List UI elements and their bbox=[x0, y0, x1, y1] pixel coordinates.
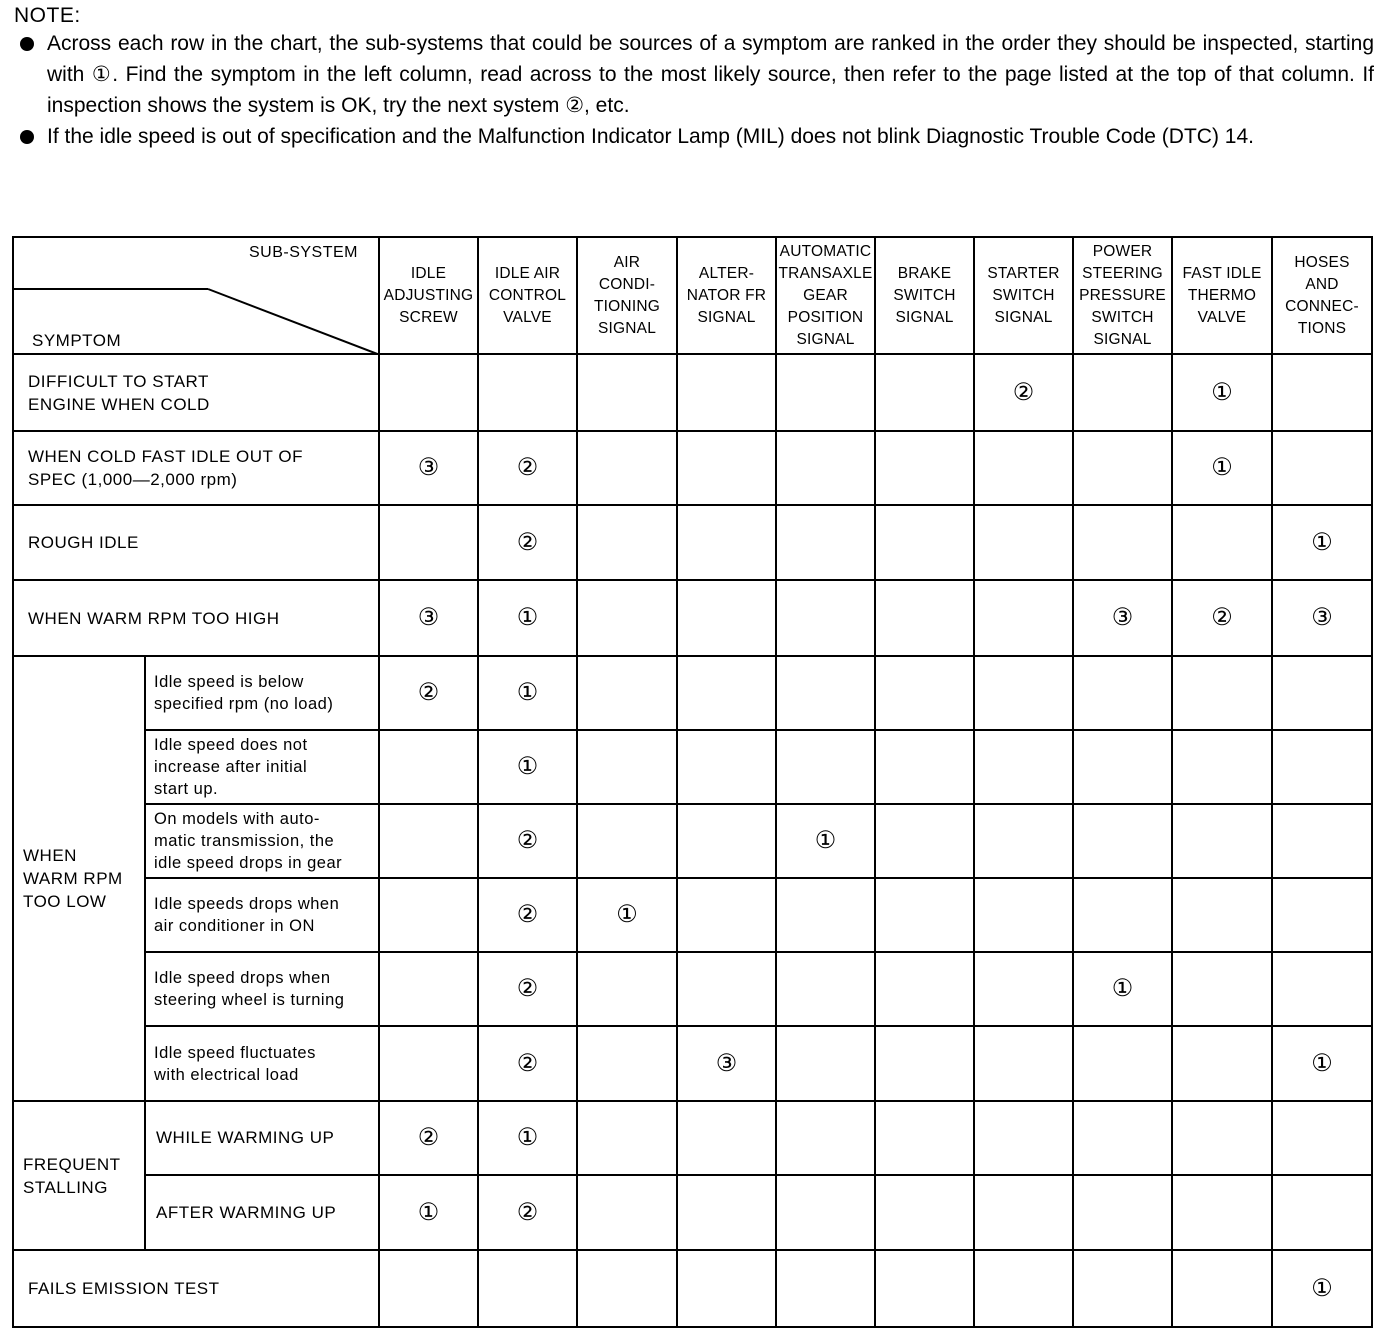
symptom-label bbox=[13, 505, 379, 580]
rank-cell-power-steering-pressure-switch-signal bbox=[1073, 431, 1172, 505]
label-line: STALLING bbox=[23, 1177, 108, 1197]
symptom-label bbox=[13, 1250, 379, 1327]
label-line: steering wheel is turning bbox=[154, 991, 345, 1009]
rank-cell-hoses-and-connections bbox=[1272, 656, 1372, 730]
rank-cell-air-conditioning-signal bbox=[577, 730, 677, 804]
rank-cell-alternator-fr-signal bbox=[677, 1250, 776, 1327]
rank-cell-hoses-and-connections bbox=[1272, 1250, 1372, 1327]
label-line: increase after initial bbox=[154, 758, 308, 776]
column-header-line: POWER bbox=[1092, 242, 1153, 260]
rank-number: ② bbox=[516, 454, 539, 481]
rank-number: ③ bbox=[417, 604, 440, 631]
label-line: WHEN bbox=[23, 846, 77, 865]
rank-cell-automatic-transaxle-gear-position-signal bbox=[776, 878, 875, 952]
table-row bbox=[13, 1101, 1372, 1175]
rank-cell-automatic-transaxle-gear-position-signal bbox=[776, 730, 875, 804]
column-header-line: SIGNAL bbox=[796, 330, 855, 348]
rank-cell-automatic-transaxle-gear-position-signal bbox=[776, 804, 875, 878]
column-header-line: CONNEC- bbox=[1285, 297, 1359, 315]
column-header-line: SIGNAL bbox=[895, 308, 954, 326]
label-line: ENGINE WHEN COLD bbox=[28, 394, 210, 414]
rank-cell-idle-adjusting-screw bbox=[379, 656, 478, 730]
rank-cell-idle-adjusting-screw bbox=[379, 1101, 478, 1175]
label-line: with electrical load bbox=[154, 1065, 299, 1084]
rank-number: ① bbox=[814, 827, 837, 854]
rank-cell-idle-air-control-valve bbox=[478, 431, 577, 505]
rank-cell-automatic-transaxle-gear-position-signal bbox=[776, 1026, 875, 1101]
rank-cell-brake-switch-signal bbox=[875, 1250, 974, 1327]
column-header-idle-air-control-valve bbox=[478, 237, 577, 354]
label-line: FAILS EMISSION TEST bbox=[28, 1279, 220, 1298]
rank-cell-air-conditioning-signal bbox=[577, 1101, 677, 1175]
rank-cell-air-conditioning-signal bbox=[577, 505, 677, 580]
rank-cell-brake-switch-signal bbox=[875, 952, 974, 1026]
label-line: start up. bbox=[154, 780, 219, 798]
rank-cell-power-steering-pressure-switch-signal bbox=[1073, 878, 1172, 952]
column-header-line: FAST IDLE bbox=[1182, 264, 1262, 282]
symptom-label bbox=[13, 354, 379, 431]
rank-number: ① bbox=[516, 753, 539, 780]
rank-cell-idle-adjusting-screw bbox=[379, 804, 478, 878]
rank-cell-starter-switch-signal bbox=[974, 878, 1073, 952]
rank-cell-hoses-and-connections bbox=[1272, 730, 1372, 804]
rank-cell-idle-air-control-valve bbox=[478, 354, 577, 431]
rank-cell-idle-air-control-valve bbox=[478, 730, 577, 804]
column-header-line: BRAKE bbox=[897, 264, 952, 282]
sub-symptom-label bbox=[145, 730, 379, 804]
column-header-line: SWITCH bbox=[992, 286, 1055, 304]
rank-cell-hoses-and-connections bbox=[1272, 354, 1372, 431]
rank-cell-air-conditioning-signal bbox=[577, 1026, 677, 1101]
rank-cell-starter-switch-signal bbox=[974, 1101, 1073, 1175]
label-line: WHEN COLD FAST IDLE OUT OF bbox=[28, 447, 303, 466]
rank-number: ② bbox=[516, 1198, 539, 1226]
label-line: AFTER WARMING UP bbox=[156, 1202, 337, 1222]
table-row bbox=[13, 730, 1372, 804]
label-line: WHILE WARMING UP bbox=[156, 1128, 335, 1147]
note-bullet-1 bbox=[14, 28, 1374, 121]
rank-cell-alternator-fr-signal bbox=[677, 878, 776, 952]
sub-symptom-label bbox=[145, 952, 379, 1026]
label-line: Idle speeds drops when bbox=[154, 895, 340, 913]
rank-cell-fast-idle-thermo-valve bbox=[1172, 804, 1272, 878]
label-line: specified rpm (no load) bbox=[154, 695, 334, 713]
label-line: DIFFICULT TO START bbox=[28, 371, 209, 391]
corner-symptom-label: SYMPTOM bbox=[32, 331, 122, 350]
rank-cell-idle-air-control-valve bbox=[478, 580, 577, 656]
column-header-hoses-and-connections bbox=[1272, 237, 1372, 354]
note-title: NOTE: bbox=[14, 4, 81, 27]
rank-cell-power-steering-pressure-switch-signal bbox=[1073, 804, 1172, 878]
column-header-line: SIGNAL bbox=[994, 308, 1053, 326]
rank-number: ③ bbox=[417, 454, 440, 481]
rank-cell-starter-switch-signal bbox=[974, 656, 1073, 730]
table-row bbox=[13, 1250, 1372, 1327]
rank-cell-starter-switch-signal bbox=[974, 580, 1073, 656]
rank-number: ② bbox=[516, 528, 539, 556]
table-row bbox=[13, 952, 1372, 1026]
rank-cell-idle-air-control-valve bbox=[478, 1101, 577, 1175]
label-line: WHEN WARM RPM TOO HIGH bbox=[28, 608, 280, 628]
rank-cell-idle-air-control-valve bbox=[478, 656, 577, 730]
rank-cell-fast-idle-thermo-valve bbox=[1172, 580, 1272, 656]
rank-cell-fast-idle-thermo-valve bbox=[1172, 1101, 1272, 1175]
rank-cell-brake-switch-signal bbox=[875, 580, 974, 656]
rank-cell-air-conditioning-signal bbox=[577, 580, 677, 656]
table-row bbox=[13, 1175, 1372, 1250]
table-row bbox=[13, 804, 1372, 878]
label-line: TOO LOW bbox=[23, 892, 107, 911]
rank-number: ① bbox=[1311, 528, 1333, 556]
label-line: Idle speed does not bbox=[154, 736, 308, 754]
rank-number: ① bbox=[516, 1124, 539, 1151]
column-header-line: SIGNAL bbox=[597, 319, 657, 337]
rank-cell-alternator-fr-signal bbox=[677, 1101, 776, 1175]
rank-number: ① bbox=[616, 901, 638, 928]
column-header-line: STARTER bbox=[987, 264, 1060, 282]
rank-cell-brake-switch-signal bbox=[875, 804, 974, 878]
column-header-line: TRANSAXLE bbox=[778, 264, 873, 282]
column-header-line: IDLE bbox=[410, 264, 447, 282]
label-line: idle speed drops in gear bbox=[154, 854, 343, 872]
rank-cell-air-conditioning-signal bbox=[577, 1175, 677, 1250]
sub-symptom-label bbox=[145, 878, 379, 952]
column-header-fast-idle-thermo-valve bbox=[1172, 237, 1272, 354]
rank-cell-air-conditioning-signal bbox=[577, 804, 677, 878]
rank-cell-idle-adjusting-screw bbox=[379, 505, 478, 580]
rank-cell-idle-adjusting-screw bbox=[379, 580, 478, 656]
group-frequent-stalling bbox=[13, 1101, 145, 1250]
column-header-line: SIGNAL bbox=[697, 308, 756, 326]
column-header-alternator-fr-signal bbox=[677, 237, 776, 354]
column-header-line: TIONS bbox=[1297, 319, 1347, 337]
rank-cell-alternator-fr-signal bbox=[677, 431, 776, 505]
rank-cell-idle-adjusting-screw bbox=[379, 1026, 478, 1101]
column-header-line: SCREW bbox=[399, 308, 458, 326]
rank-cell-idle-air-control-valve bbox=[478, 804, 577, 878]
rank-cell-automatic-transaxle-gear-position-signal bbox=[776, 952, 875, 1026]
label-line: ROUGH IDLE bbox=[28, 533, 139, 552]
rank-cell-starter-switch-signal bbox=[974, 1175, 1073, 1250]
column-header-line: STEERING bbox=[1082, 264, 1163, 282]
rank-cell-idle-adjusting-screw bbox=[379, 1250, 478, 1327]
column-header-brake-switch-signal bbox=[875, 237, 974, 354]
group-when-warm-rpm-too-low bbox=[13, 656, 145, 1101]
rank-cell-hoses-and-connections bbox=[1272, 431, 1372, 505]
bullet-dot-icon bbox=[20, 37, 34, 51]
rank-cell-starter-switch-signal bbox=[974, 1026, 1073, 1101]
column-header-power-steering-pressure-switch-signal bbox=[1073, 237, 1172, 354]
rank-cell-air-conditioning-signal bbox=[577, 952, 677, 1026]
corner-header bbox=[13, 237, 379, 354]
rank-cell-hoses-and-connections bbox=[1272, 505, 1372, 580]
rank-cell-starter-switch-signal bbox=[974, 431, 1073, 505]
rank-cell-brake-switch-signal bbox=[875, 1175, 974, 1250]
rank-cell-brake-switch-signal bbox=[875, 656, 974, 730]
rank-cell-alternator-fr-signal bbox=[677, 1026, 776, 1101]
label-line: WARM RPM bbox=[23, 869, 123, 888]
rank-cell-alternator-fr-signal bbox=[677, 804, 776, 878]
rank-cell-power-steering-pressure-switch-signal bbox=[1073, 1175, 1172, 1250]
rank-cell-power-steering-pressure-switch-signal bbox=[1073, 354, 1172, 431]
rank-cell-automatic-transaxle-gear-position-signal bbox=[776, 580, 875, 656]
troubleshooting-chart bbox=[12, 236, 1373, 1328]
sub-symptom-label bbox=[145, 1101, 379, 1175]
rank-cell-starter-switch-signal bbox=[974, 1250, 1073, 1327]
rank-cell-power-steering-pressure-switch-signal bbox=[1073, 656, 1172, 730]
rank-cell-air-conditioning-signal bbox=[577, 656, 677, 730]
column-header-line: ADJUSTING bbox=[383, 286, 474, 304]
label-line: matic transmission, the bbox=[154, 832, 335, 850]
corner-subsystem-label: SUB-SYSTEM bbox=[248, 244, 358, 261]
rank-number: ② bbox=[516, 975, 539, 1002]
column-header-line: POSITION bbox=[787, 308, 864, 326]
column-header-line: VALVE bbox=[1197, 308, 1247, 326]
table-row bbox=[13, 580, 1372, 656]
rank-cell-hoses-and-connections bbox=[1272, 878, 1372, 952]
rank-cell-power-steering-pressure-switch-signal bbox=[1073, 1026, 1172, 1101]
rank-number: ① bbox=[516, 604, 539, 631]
rank-cell-starter-switch-signal bbox=[974, 354, 1073, 431]
rank-cell-hoses-and-connections bbox=[1272, 580, 1372, 656]
rank-number: ③ bbox=[1311, 604, 1333, 631]
rank-number: ② bbox=[1012, 378, 1035, 406]
rank-cell-air-conditioning-signal bbox=[577, 354, 677, 431]
rank-cell-automatic-transaxle-gear-position-signal bbox=[776, 431, 875, 505]
rank-cell-fast-idle-thermo-valve bbox=[1172, 878, 1272, 952]
rank-cell-alternator-fr-signal bbox=[677, 656, 776, 730]
bullet-dot-icon bbox=[20, 130, 34, 144]
rank-cell-alternator-fr-signal bbox=[677, 1175, 776, 1250]
column-header-starter-switch-signal bbox=[974, 237, 1073, 354]
rank-cell-power-steering-pressure-switch-signal bbox=[1073, 580, 1172, 656]
rank-cell-hoses-and-connections bbox=[1272, 1026, 1372, 1101]
rank-cell-automatic-transaxle-gear-position-signal bbox=[776, 656, 875, 730]
rank-cell-idle-air-control-valve bbox=[478, 1026, 577, 1101]
column-header-line: ALTER- bbox=[698, 264, 755, 282]
rank-cell-idle-adjusting-screw bbox=[379, 431, 478, 505]
rank-cell-brake-switch-signal bbox=[875, 1026, 974, 1101]
column-header-line: AND bbox=[1305, 275, 1339, 293]
rank-cell-fast-idle-thermo-valve bbox=[1172, 354, 1272, 431]
rank-cell-power-steering-pressure-switch-signal bbox=[1073, 952, 1172, 1026]
label-line: Idle speed is below bbox=[154, 673, 304, 691]
rank-number: ① bbox=[1111, 975, 1134, 1002]
label-line: Idle speed fluctuates bbox=[154, 1043, 316, 1062]
rank-cell-automatic-transaxle-gear-position-signal bbox=[776, 1101, 875, 1175]
column-header-line: SWITCH bbox=[893, 286, 956, 304]
rank-cell-power-steering-pressure-switch-signal bbox=[1073, 1101, 1172, 1175]
symptom-label bbox=[13, 431, 379, 505]
column-header-line: THERMO bbox=[1187, 286, 1257, 304]
rank-number: ① bbox=[417, 1198, 440, 1226]
column-header-line: GEAR bbox=[803, 286, 848, 304]
table-row bbox=[13, 1026, 1372, 1101]
column-header-line: CONDI- bbox=[598, 275, 656, 293]
column-header-automatic-transaxle-gear-position-signal bbox=[776, 237, 875, 354]
column-header-line: HOSES bbox=[1294, 253, 1350, 271]
label-line: SPEC (1,000—2,000 rpm) bbox=[28, 470, 238, 489]
rank-number: ② bbox=[417, 1124, 440, 1151]
column-header-line: PRESSURE bbox=[1079, 286, 1166, 304]
rank-cell-idle-air-control-valve bbox=[478, 1250, 577, 1327]
column-header-line: SWITCH bbox=[1091, 308, 1154, 326]
rank-cell-fast-idle-thermo-valve bbox=[1172, 656, 1272, 730]
rank-cell-fast-idle-thermo-valve bbox=[1172, 1250, 1272, 1327]
column-header-line: AIR bbox=[613, 253, 641, 271]
rank-number: ① bbox=[516, 679, 539, 706]
rank-cell-alternator-fr-signal bbox=[677, 580, 776, 656]
rank-cell-starter-switch-signal bbox=[974, 952, 1073, 1026]
rank-cell-air-conditioning-signal bbox=[577, 431, 677, 505]
rank-cell-idle-adjusting-screw bbox=[379, 354, 478, 431]
rank-cell-air-conditioning-signal bbox=[577, 1250, 677, 1327]
rank-cell-fast-idle-thermo-valve bbox=[1172, 505, 1272, 580]
rank-cell-starter-switch-signal bbox=[974, 505, 1073, 580]
rank-cell-idle-air-control-valve bbox=[478, 878, 577, 952]
header-row bbox=[13, 237, 1372, 354]
sub-symptom-label bbox=[145, 804, 379, 878]
rank-number: ① bbox=[1211, 454, 1233, 481]
rank-cell-automatic-transaxle-gear-position-signal bbox=[776, 1250, 875, 1327]
column-header-line: TIONING bbox=[594, 297, 660, 315]
rank-cell-brake-switch-signal bbox=[875, 505, 974, 580]
rank-cell-hoses-and-connections bbox=[1272, 804, 1372, 878]
symptom-label bbox=[13, 580, 379, 656]
rank-cell-alternator-fr-signal bbox=[677, 730, 776, 804]
rank-cell-fast-idle-thermo-valve bbox=[1172, 1026, 1272, 1101]
rank-number: ③ bbox=[715, 1049, 738, 1077]
rank-cell-idle-adjusting-screw bbox=[379, 952, 478, 1026]
rank-number: ② bbox=[516, 901, 539, 928]
rank-cell-hoses-and-connections bbox=[1272, 1101, 1372, 1175]
rank-cell-hoses-and-connections bbox=[1272, 1175, 1372, 1250]
rank-cell-brake-switch-signal bbox=[875, 431, 974, 505]
rank-cell-power-steering-pressure-switch-signal bbox=[1073, 505, 1172, 580]
label-line: FREQUENT bbox=[23, 1154, 121, 1174]
rank-cell-air-conditioning-signal bbox=[577, 878, 677, 952]
rank-number: ② bbox=[516, 827, 539, 854]
rank-cell-idle-air-control-valve bbox=[478, 952, 577, 1026]
rank-cell-automatic-transaxle-gear-position-signal bbox=[776, 354, 875, 431]
rank-cell-automatic-transaxle-gear-position-signal bbox=[776, 505, 875, 580]
sub-symptom-label bbox=[145, 1026, 379, 1101]
rank-number: ① bbox=[1311, 1049, 1333, 1077]
rank-cell-brake-switch-signal bbox=[875, 878, 974, 952]
rank-cell-idle-adjusting-screw bbox=[379, 1175, 478, 1250]
rank-cell-alternator-fr-signal bbox=[677, 505, 776, 580]
column-header-line: VALVE bbox=[503, 308, 552, 326]
rank-number: ② bbox=[516, 1049, 539, 1077]
column-header-line: AUTOMATIC bbox=[779, 242, 872, 260]
rank-cell-idle-adjusting-screw bbox=[379, 878, 478, 952]
rank-cell-starter-switch-signal bbox=[974, 804, 1073, 878]
rank-cell-brake-switch-signal bbox=[875, 1101, 974, 1175]
note-bullet-2 bbox=[14, 121, 1374, 152]
column-header-idle-adjusting-screw bbox=[379, 237, 478, 354]
rank-cell-fast-idle-thermo-valve bbox=[1172, 730, 1272, 804]
table-row bbox=[13, 354, 1372, 431]
rank-cell-power-steering-pressure-switch-signal bbox=[1073, 730, 1172, 804]
rank-cell-idle-air-control-valve bbox=[478, 1175, 577, 1250]
table-row bbox=[13, 431, 1372, 505]
column-header-line: SIGNAL bbox=[1093, 330, 1152, 348]
sub-symptom-label bbox=[145, 656, 379, 730]
rank-cell-idle-adjusting-screw bbox=[379, 730, 478, 804]
rank-cell-fast-idle-thermo-valve bbox=[1172, 431, 1272, 505]
rank-number: ① bbox=[1211, 378, 1233, 406]
rank-cell-fast-idle-thermo-valve bbox=[1172, 952, 1272, 1026]
rank-cell-starter-switch-signal bbox=[974, 730, 1073, 804]
label-line: On models with auto- bbox=[154, 810, 320, 828]
column-header-line: CONTROL bbox=[488, 286, 567, 304]
rank-cell-brake-switch-signal bbox=[875, 354, 974, 431]
sub-symptom-label bbox=[145, 1175, 379, 1250]
column-header-line: IDLE AIR bbox=[494, 264, 561, 282]
rank-number: ② bbox=[417, 679, 440, 706]
column-header-air-conditioning-signal bbox=[577, 237, 677, 354]
note-bullet-2-text: If the idle speed is out of specification and the Malfunction Indicator Lamp (MIL) does not blink Diagnostic Trouble Code (DTC) 14. bbox=[47, 125, 1254, 148]
rank-cell-fast-idle-thermo-valve bbox=[1172, 1175, 1272, 1250]
rank-number: ③ bbox=[1111, 604, 1134, 631]
label-line: Idle speed drops when bbox=[154, 969, 331, 987]
note-bullet-1-text: Across each row in the chart, the sub-systems that could be sources of a symptom are ranked in the order they should be inspected, starting with ①. Find the symptom in the left column, read across to the most likely source, then refer to the page listed at the top of that column. If inspection shows the system is OK, try the next system ②, etc. bbox=[47, 32, 1374, 117]
rank-cell-automatic-transaxle-gear-position-signal bbox=[776, 1175, 875, 1250]
rank-cell-power-steering-pressure-switch-signal bbox=[1073, 1250, 1172, 1327]
table-row bbox=[13, 505, 1372, 580]
label-line: air conditioner in ON bbox=[154, 917, 315, 935]
table-row bbox=[13, 878, 1372, 952]
rank-number: ① bbox=[1311, 1274, 1333, 1302]
table-row bbox=[13, 656, 1372, 730]
rank-number: ② bbox=[1211, 604, 1233, 631]
rank-cell-hoses-and-connections bbox=[1272, 952, 1372, 1026]
rank-cell-brake-switch-signal bbox=[875, 730, 974, 804]
rank-cell-idle-air-control-valve bbox=[478, 505, 577, 580]
rank-cell-alternator-fr-signal bbox=[677, 952, 776, 1026]
rank-cell-alternator-fr-signal bbox=[677, 354, 776, 431]
column-header-line: NATOR FR bbox=[686, 286, 767, 304]
